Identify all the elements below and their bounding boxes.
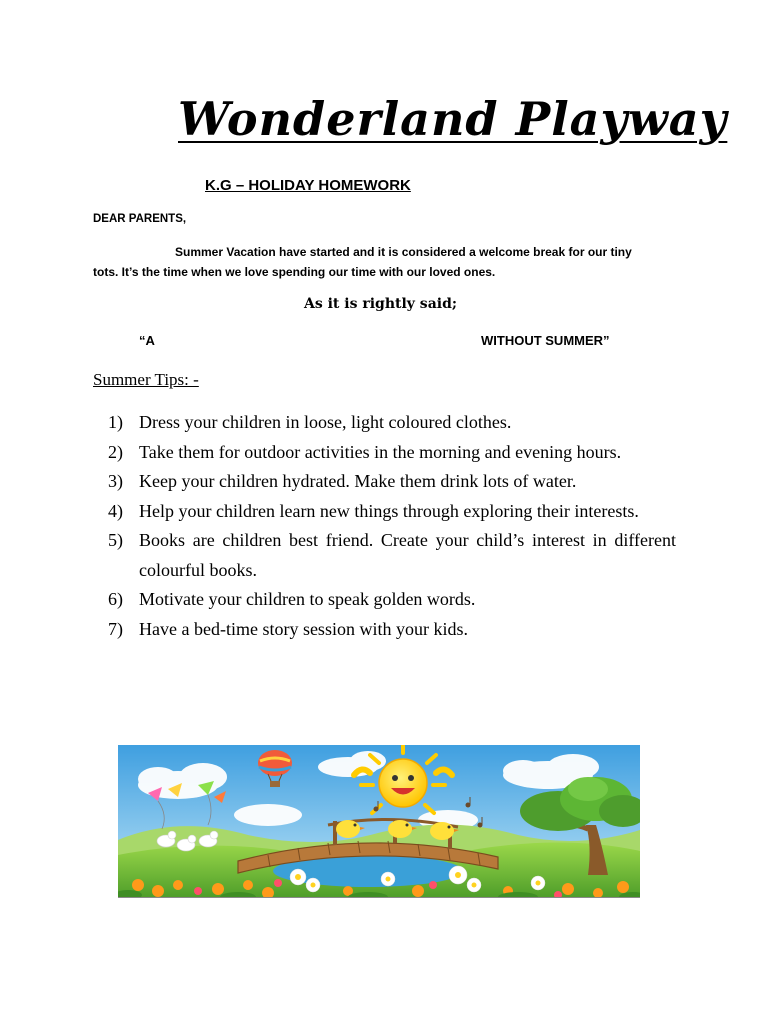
summer-scene-image [118, 745, 640, 897]
tip-item [108, 497, 676, 527]
quote-end: WITHOUT SUMMER” [481, 333, 610, 348]
tip-item [108, 467, 676, 497]
tip-number: 7) [108, 618, 123, 639]
tip-text: Dress your children in loose, light coloured clothes. [139, 412, 512, 432]
tip-text: Have a bed-time story session with your kids. [139, 618, 468, 639]
tip-item [108, 408, 676, 438]
saying-intro: As it is rightly said; [304, 296, 458, 312]
tip-text: Books are children best friend. Create your child’s interest in different colourful books. [139, 530, 676, 580]
tip-number: 4) [108, 500, 123, 521]
homework-subtitle: K.G – HOLIDAY HOMEWORK [205, 177, 411, 194]
tip-item [108, 526, 676, 585]
tip-number: 5) [108, 530, 123, 550]
tip-number: 3) [108, 471, 123, 491]
tip-text: Keep your children hydrated. Make them drink lots of water. [139, 471, 577, 491]
tip-number: 6) [108, 589, 123, 609]
tip-item [108, 615, 676, 645]
tips-list [108, 408, 676, 644]
tip-number: 2) [108, 441, 123, 462]
quote-start: “A [139, 333, 155, 348]
tip-item [108, 438, 676, 468]
tip-text: Help your children learn new things through exploring their interests. [139, 500, 639, 521]
intro-line-2: tots. It’s the time when we love spending our time with our loved ones. [93, 265, 496, 279]
intro-paragraph [93, 242, 668, 282]
tip-text: Motivate your children to speak golden words. [139, 589, 476, 609]
intro-line-1: Summer Vacation have started and it is considered a welcome break for our tiny [175, 245, 632, 259]
tip-item [108, 585, 676, 615]
tips-heading: Summer Tips: - [93, 370, 199, 389]
school-title: Wonderland Playway [178, 92, 728, 146]
salutation: DEAR PARENTS, [93, 213, 187, 225]
tip-text: Take them for outdoor activities in the morning and evening hours. [139, 441, 622, 462]
tip-number: 1) [108, 412, 123, 432]
summer-illustration [118, 745, 640, 898]
